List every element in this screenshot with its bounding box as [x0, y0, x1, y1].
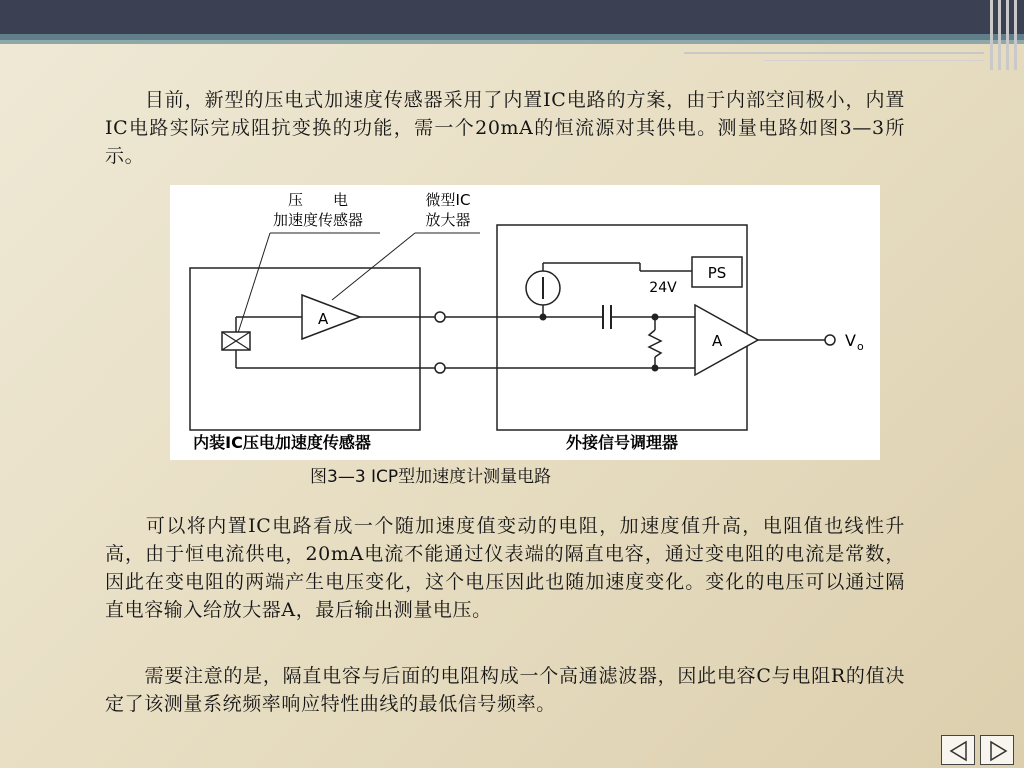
- sensor-box-label: 内装IC压电加速度传感器: [193, 433, 371, 452]
- amplifier-left: [302, 295, 360, 339]
- conditioner-box-label: 外接信号调理器: [565, 433, 679, 452]
- amp-left-label: A: [318, 310, 329, 328]
- header-stripe-light: [0, 40, 1024, 44]
- output-subscript: o: [857, 340, 864, 353]
- next-slide-button[interactable]: [980, 735, 1014, 765]
- resistor: [649, 330, 661, 357]
- voltage-label: 24V: [649, 280, 677, 296]
- paragraph-intro: 目前，新型的压电式加速度传感器采用了内置IC电路的方案，由于内部空间极小，内置IC电路实际完成阻抗变换的功能，需一个20mA的恒流源对其供电。测量电路如图3—3所示。: [105, 89, 905, 167]
- header-bar: [0, 0, 1024, 34]
- figure-caption: 图3—3 ICP型加速度计测量电路: [310, 467, 552, 487]
- corner-decoration: [984, 0, 1024, 70]
- amp-right-label: A: [712, 332, 723, 350]
- circuit-figure: [170, 185, 880, 460]
- paragraph-explanation: 可以将内置IC电路看成一个随加速度值变动的电阻，加速度值升高，电阻值也线性升高，由于恒电流供电，20mA电流不能通过仪表端的隔直电容，通过变电阻的电流是常数，因此在变电阻的两端产生电压变化，这个电压因此也随加速度变化。变化的电压可以通过隔直电容输入给放大器A，最后输出测量电压。: [105, 515, 905, 621]
- previous-slide-button[interactable]: [941, 735, 975, 765]
- triangle-right-icon: [981, 736, 1015, 766]
- decor-line: [684, 52, 984, 54]
- output-label: V: [845, 331, 856, 350]
- ic-label-line1: 微型IC: [425, 191, 471, 209]
- amplifier-right: [695, 305, 758, 375]
- ps-label: PS: [707, 264, 727, 282]
- triangle-left-icon: [942, 736, 976, 766]
- sensor-label-line2: 加速度传感器: [272, 211, 364, 229]
- icp-circuit-diagram: [170, 185, 880, 460]
- sensor-label-line1: 压 电: [287, 191, 349, 209]
- paragraph-note: 需要注意的是，隔直电容与后面的电阻构成一个高通滤波器，因此电容C与电阻R的值决定了该测量系统频率响应特性曲线的最低信号频率。: [105, 665, 905, 715]
- ic-label-line2: 放大器: [425, 211, 471, 229]
- decor-line-thin: [764, 60, 984, 61]
